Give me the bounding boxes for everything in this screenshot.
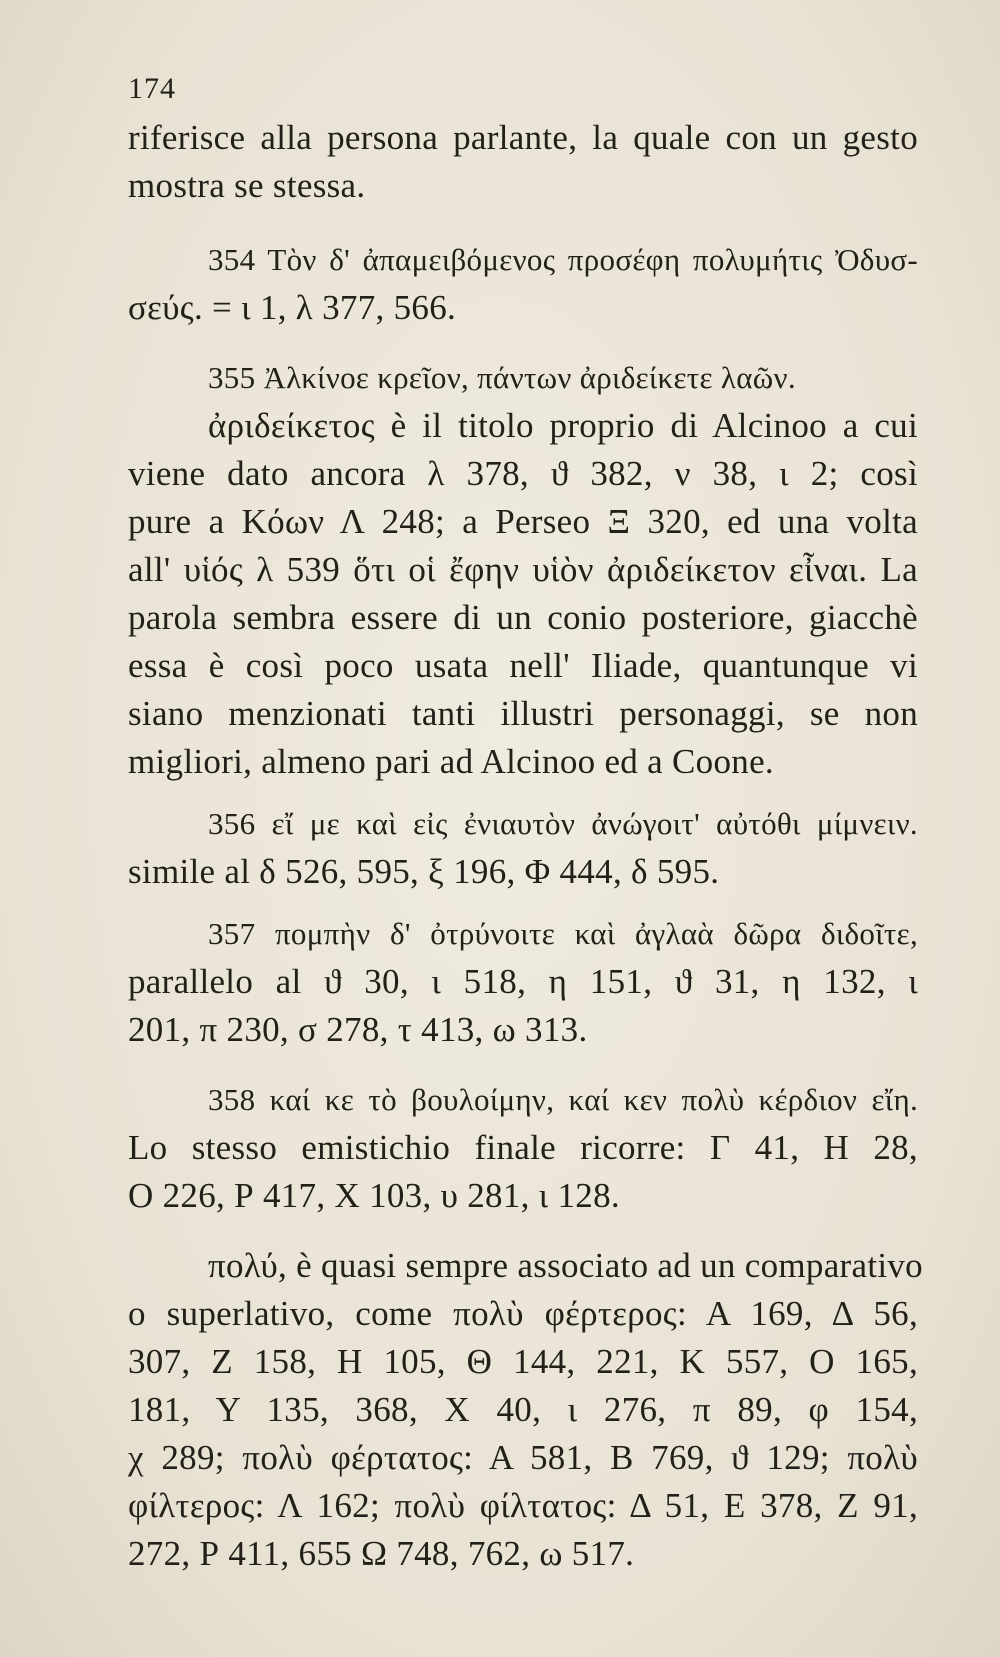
paragraph-gap — [128, 1054, 918, 1076]
text-line: πολύ, è quasi sempre associato ad un comparativo — [208, 1246, 923, 1285]
text-line: pure a Κόων Λ 248; a Perseo Ξ 320, ed una volta — [128, 502, 918, 541]
text-line: Ο 226, Ρ 417, Χ 103, υ 281, ι 128. — [128, 1176, 620, 1215]
text-line: 355 Ἀλκίνοε κρεῖον, πάντων ἀριδείκετε λαῶν. — [208, 360, 796, 395]
text-line: σεύς. = ι 1, λ 377, 566. — [128, 288, 457, 327]
text-line: viene dato ancora λ 378, ϑ 382, ν 38, ι 2; così — [128, 454, 918, 493]
text-line: χ 289; πολὺ φέρτατος: Α 581, Β 769, ϑ 129; πολὺ — [128, 1438, 918, 1477]
text-line: 181, Υ 135, 368, Χ 40, ι 276, π 89, φ 154, — [128, 1390, 918, 1429]
text-line: parola sembra essere di un conio posteriore, giacchè — [128, 598, 918, 637]
text-line: riferisce alla persona parlante, la quale con un gesto — [128, 118, 918, 157]
text-line: siano menzionati tanti illustri personaggi, se non — [128, 694, 918, 733]
text-line: all' υἱός λ 539 ὅτι οἱ ἔφην υἱὸν ἀριδείκετον εἶναι. La — [128, 550, 918, 589]
text-line: parallelo al ϑ 30, ι 518, η 151, ϑ 31, η 132, ι — [128, 962, 918, 1001]
paragraph-gap — [128, 896, 918, 910]
paragraph-gap — [128, 332, 918, 354]
text-line: essa è così poco usata nell' Iliade, quantunque vi — [128, 646, 918, 685]
paragraph-gap — [128, 210, 918, 236]
text-line: mostra se stessa. — [128, 166, 366, 205]
text-line: 354 Τὸν δ' ἀπαμειβόμενος προσέφη πολυμήτις Ὀδυσ- — [208, 242, 918, 277]
text-line: simile al δ 526, 595, ξ 196, Φ 444, δ 595. — [128, 852, 720, 891]
commentary-text — [128, 114, 923, 1578]
text-line: 358 καί κε τὸ βουλοίμην, καί κεν πολὺ κέρδιον εἴη. — [208, 1082, 918, 1117]
page-number: 174 — [128, 72, 176, 105]
paragraph-gap — [128, 786, 918, 800]
text-line: 356 εἴ με καὶ εἰς ἐνιαυτὸν ἀνώγοιτ' αὐτόθι μίμνειν. — [208, 806, 918, 841]
text-line: o superlativo, come πολὺ φέρτερος: Α 169, Δ 56, — [128, 1294, 918, 1333]
text-line: 307, Ζ 158, Η 105, Θ 144, 221, Κ 557, Ο 165, — [128, 1342, 918, 1381]
text-line: 272, Ρ 411, 655 Ω 748, 762, ω 517. — [128, 1534, 635, 1573]
text-line: Lo stesso emistichio finale ricorre: Γ 41, Η 28, — [128, 1128, 918, 1167]
text-line: migliori, almeno pari ad Alcinoo ed a Coone. — [128, 742, 774, 781]
text-line: 201, π 230, σ 278, τ 413, ω 313. — [128, 1010, 588, 1049]
text-line: ἀριδείκετος è il titolo proprio di Alcinoo a cui — [208, 406, 918, 445]
paragraph-gap — [128, 1220, 918, 1242]
text-line: φίλτερος: Λ 162; πολὺ φίλτατος: Δ 51, Ε 378, Ζ 91, — [128, 1486, 918, 1525]
text-line: 357 πομπὴν δ' ὀτρύνοιτε καὶ ἀγλαὰ δῶρα διδοῖτε, — [208, 916, 918, 951]
